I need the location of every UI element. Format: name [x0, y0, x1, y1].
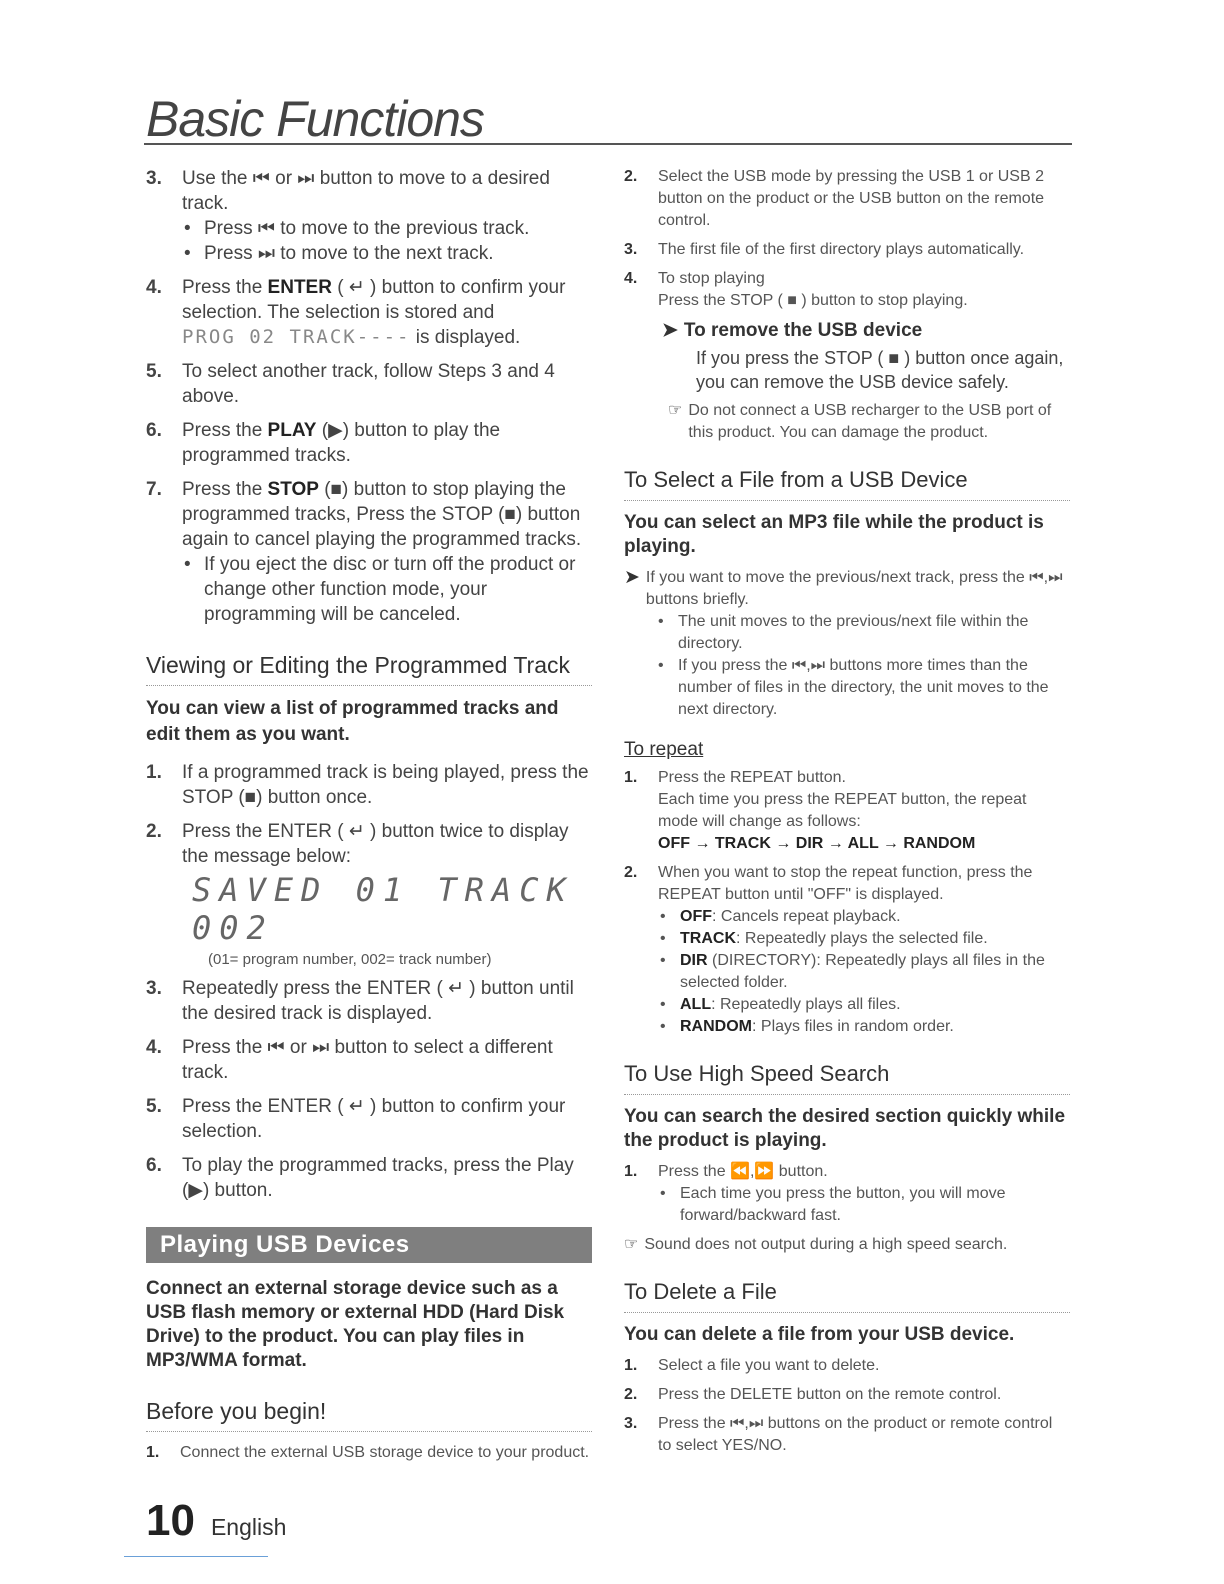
remove-heading: ➤ To remove the USB device: [662, 320, 923, 341]
section-lead: You can view a list of programmed tracks and edit them as you want.: [146, 698, 559, 745]
step-3: 3. Use the ⏮ or ⏭ button to move to a desired track. • Press ⏮ to move to the previous track. • Press ⏭ to move to the next track.: [146, 166, 592, 266]
lcd-display: PROG 02 TRACK----: [182, 326, 411, 348]
edit-step-2: 2. Press the ENTER ( ↵ ) button twice to display the message below:: [146, 821, 569, 867]
section-heading: Viewing or Editing the Programmed Track: [146, 651, 592, 686]
step-6: 6. Press the PLAY (▶) button to play the programmed tracks.: [146, 420, 501, 466]
edit-step-5: 5. Press the ENTER ( ↵ ) button to confirm your selection.: [146, 1096, 566, 1142]
step-5: 5. To select another track, follow Steps 3 and 4 above.: [146, 361, 555, 407]
page-number: 10: [146, 1496, 195, 1545]
before-step-1: 1. Connect the external USB storage device to your product.: [146, 1444, 590, 1461]
list-item: • If you press the ⏮,⏭ buttons more times than the number of files in the directory, the unit moves to the next directory.: [678, 655, 1070, 721]
delete-step-1: 1. Select a file you want to delete.: [624, 1357, 880, 1374]
select-lead: You can select an MP3 file while the product is playing.: [624, 512, 1044, 557]
lcd-note: (01= program number, 002= track number): [208, 951, 492, 968]
delete-lead: You can delete a file from your USB device.: [624, 1324, 1015, 1345]
search-heading: To Use High Speed Search: [624, 1060, 1070, 1095]
note-icon: ☞: [668, 402, 683, 419]
before-heading: Before you begin!: [146, 1397, 592, 1432]
list-item: • TRACK: Repeatedly plays the selected file.: [680, 928, 1070, 950]
delete-step-3: 3. Press the ⏮,⏭ buttons on the product or remote control to select YES/NO.: [624, 1415, 1053, 1454]
usb-banner: Playing USB Devices: [146, 1227, 592, 1263]
select-heading: To Select a File from a USB Device: [624, 466, 1070, 501]
list-item: • RANDOM: Plays files in random order.: [680, 1016, 1070, 1038]
search-step-1: 1. Press the ⏪,⏩ button. • Each time you press the button, you will move forward/backward fast.: [624, 1161, 1070, 1227]
step-4: 4. Press the ENTER ( ↵ ) button to confirm your selection. The selection is stored and PROG 02 TRACK---- is displayed.: [146, 277, 566, 348]
repeat-step-1: 1. Press the REPEAT button. Each time you press the REPEAT button, the repeat mode will change as follows: OFF → TRACK → DIR → ALL → RANDOM: [624, 769, 1027, 852]
right-column: [624, 166, 1070, 1464]
arrow-icon: ➤: [662, 320, 678, 341]
delete-step-2: 2. Press the DELETE button on the remote control.: [624, 1386, 1002, 1403]
repeat-sequence: OFF → TRACK → DIR → ALL → RANDOM: [658, 835, 976, 852]
usb-step-4: 4. To stop playing Press the STOP ( ■ ) button to stop playing.: [624, 270, 968, 309]
list-item: • The unit moves to the previous/next file within the directory.: [678, 611, 1070, 655]
repeat-step-2: 2. When you want to stop the repeat function, press the REPEAT button until "OFF" is displayed. • OFF: Cancels repeat playback. • TRACK: Repeatedly plays the selected file. • DIR (DIRECTORY): Repeatedly plays all files in the selected folder. • ALL: Repeatedly plays all files. • RANDOM: Plays files in random order.: [624, 862, 1070, 1038]
note-icon: ☞: [624, 1236, 639, 1253]
usb-step-2: 2. Select the USB mode by pressing the USB 1 or USB 2 button on the product or the USB button on the remote control.: [624, 168, 1045, 229]
search-lead: You can search the desired section quickly while the product is playing.: [624, 1106, 1066, 1151]
edit-step-4: 4. Press the ⏮ or ⏭ button to select a different track.: [146, 1037, 553, 1083]
edit-step-3: 3. Repeatedly press the ENTER ( ↵ ) button until the desired track is displayed.: [146, 978, 574, 1024]
list-item: • OFF: Cancels repeat playback.: [680, 906, 1070, 928]
repeat-heading: To repeat: [624, 739, 704, 760]
page-footer: [146, 1496, 286, 1546]
search-note: Sound does not output during a high speed search.: [644, 1236, 1008, 1253]
usb-step-3: 3. The first file of the first directory plays automatically.: [624, 241, 1025, 258]
remove-text: If you press the STOP ( ■ ) button once again, you can remove the USB device safely.: [696, 348, 1064, 392]
page-title: Basic Functions: [146, 91, 484, 147]
edit-step-1: 1. If a programmed track is being played, press the STOP (■) button once.: [146, 762, 589, 808]
page-language: English: [210, 1514, 287, 1540]
usb-intro: Connect an external storage device such as a USB flash memory or external HDD (Hard Disk Drive) to the product. You can play files in MP3/WMA format.: [146, 1278, 565, 1371]
footer-rule: [124, 1556, 268, 1557]
remove-note: Do not connect a USB recharger to the USB port of this product. You can damage the product.: [688, 402, 1052, 441]
list-item: • ALL: Repeatedly plays all files.: [680, 994, 1070, 1016]
lcd-message: SAVED 01 TRACK 002: [192, 871, 574, 947]
left-column: [146, 166, 592, 1471]
delete-heading: To Delete a File: [624, 1278, 1070, 1313]
title-rule: [144, 143, 1072, 145]
list-item: • DIR (DIRECTORY): Repeatedly plays all files in the selected folder.: [680, 950, 1070, 994]
edit-step-6: 6. To play the programmed tracks, press the Play (▶) button.: [146, 1155, 574, 1201]
arrow-icon: ➤: [624, 567, 640, 588]
select-tip: If you want to move the previous/next track, press the ⏮,⏭ buttons briefly.: [645, 569, 1063, 608]
step-7: 7. Press the STOP (■) button to stop playing the programmed tracks, Press the STOP (■) button again to cancel playing the programmed tracks. • If you eject the disc or turn off the product or change other function mode, your programming will be canceled.: [146, 477, 592, 627]
